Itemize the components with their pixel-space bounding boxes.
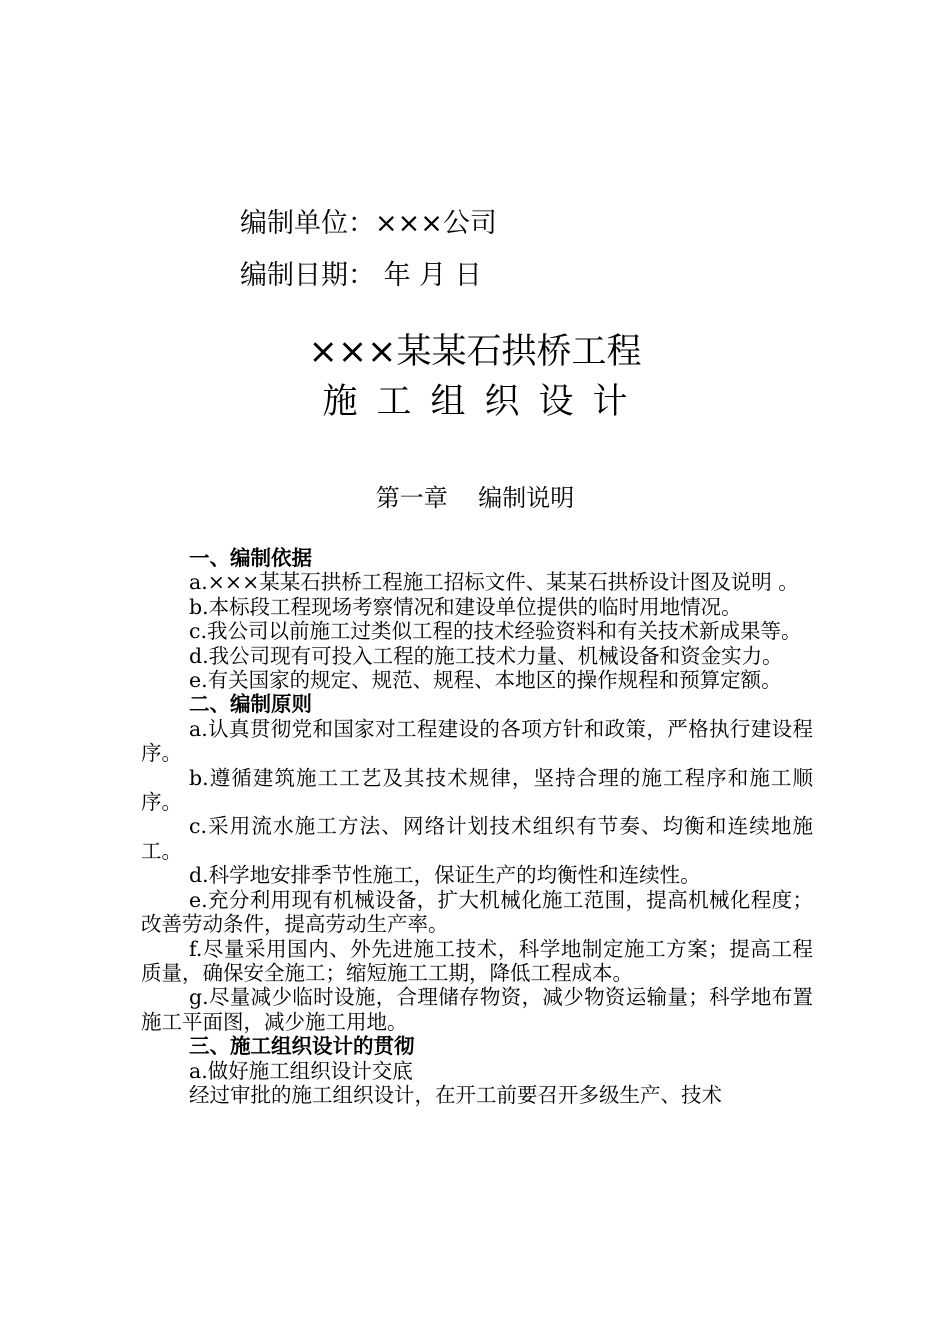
paragraph: a.×××某某石拱桥工程施工招标文件、某某石拱桥设计图及说明 。: [189, 570, 799, 595]
paragraph: f.尽量采用国内、外先进施工技术，科学地制定施工方案；提高工程质量，确保安全施工；缩短施工工期，降低工程成本。: [141, 936, 813, 985]
paragraph: a.认真贯彻党和国家对工程建设的各项方针和政策，严格执行建设程序。: [141, 716, 813, 766]
section-heading: 一、编制依据: [189, 546, 312, 570]
paragraph: e.充分利用现有机械设备，扩大机械化施工范围，提高机械化程度；改善劳动条件，提高劳动生产率。: [141, 887, 813, 937]
paragraph: d.我公司现有可投入工程的施工技术力量、机械设备和资金实力。: [189, 643, 783, 668]
paragraph: b.遵循建筑施工工艺及其技术规律，坚持合理的施工程序和施工顺序。: [141, 765, 813, 815]
paragraph: a.做好施工组织设计交底: [189, 1058, 413, 1083]
paragraph: 经过审批的施工组织设计，在开工前要召开多级生产、技术: [189, 1082, 722, 1107]
paragraph: e.有关国家的规定、规范、规程、本地区的操作规程和预算定额。: [189, 668, 782, 693]
chapter-heading: 第一章 编制说明: [375, 484, 575, 512]
section-basis: [141, 546, 813, 692]
document-title-type: 施工组织设计: [322, 382, 647, 422]
paragraph: b.本标段工程现场考察情况和建设单位提供的临时用地情况。: [189, 594, 742, 619]
paragraph: c.我公司以前施工过类似工程的技术经验资料和有关技术新成果等。: [189, 619, 802, 644]
compiling-unit-line: 编制单位：×××公司: [240, 208, 497, 239]
paragraph: c.采用流水施工方法、网络计划技术组织有节奏、均衡和连续地施工。: [141, 814, 813, 863]
document-body: [141, 546, 813, 1107]
section-heading: 二、编制原则: [189, 692, 312, 717]
paragraph: d.科学地安排季节性施工，保证生产的均衡性和连续性。: [189, 863, 701, 888]
section-heading: 三、施工组织设计的贯彻: [189, 1034, 415, 1059]
section-principles: [141, 692, 813, 1034]
document-title-project: ×××某某石拱桥工程: [308, 332, 642, 372]
section-implementation: [141, 1034, 813, 1107]
compiling-date-line: 编制日期： 年 月 日: [240, 260, 482, 291]
paragraph: g.尽量减少临时设施，合理储存物资，减少物资运输量；科学地布置施工平面图，减少施工用地。: [141, 985, 813, 1034]
